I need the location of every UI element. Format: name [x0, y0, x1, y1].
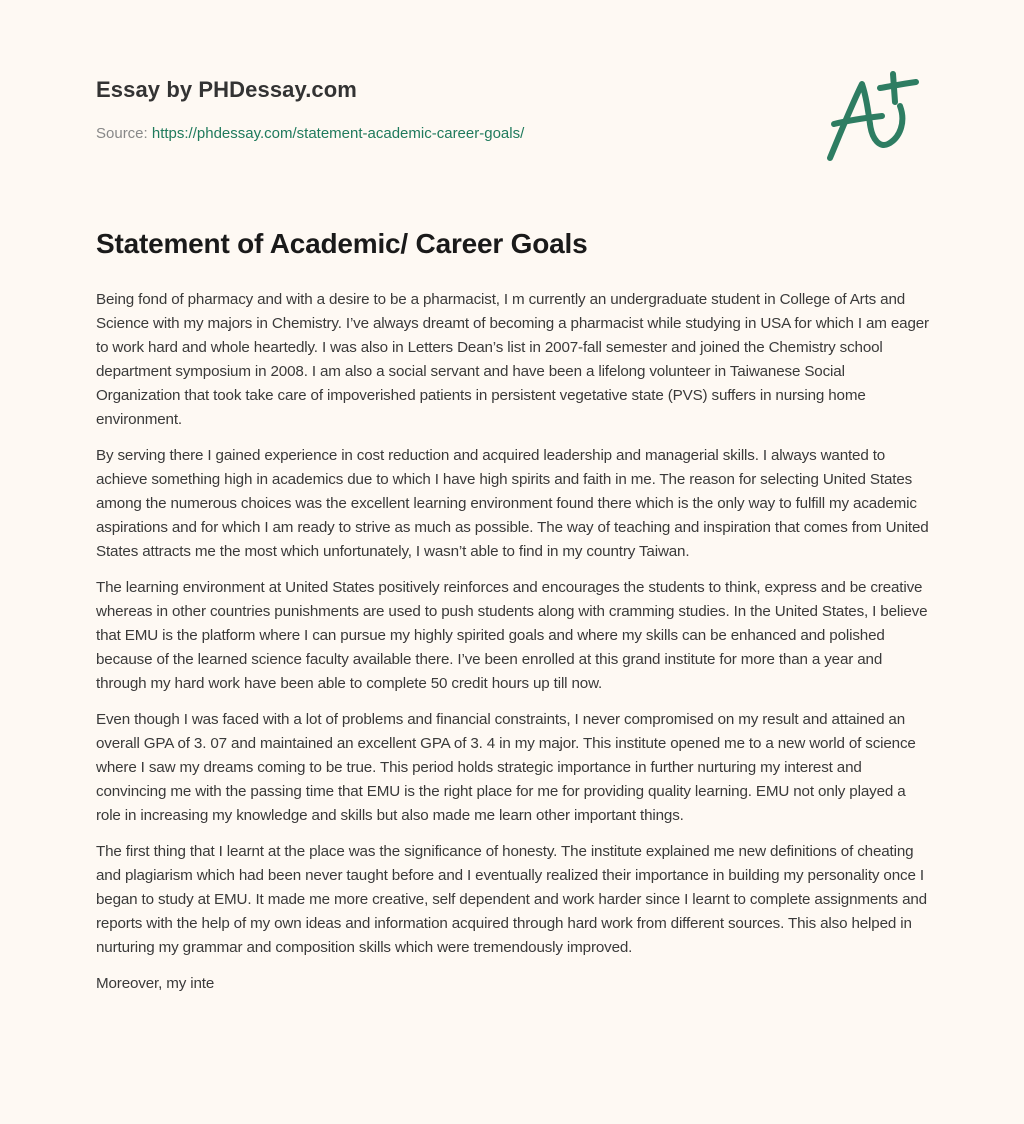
essay-article: [96, 226, 932, 1008]
source-line: [96, 124, 816, 144]
site-title: Essay by PHDessay.com: [96, 77, 357, 102]
essay-paragraph: Being fond of pharmacy and with a desire to be a pharmacist, I m currently an undergraduate student in College of Arts and Science with my majors in Chemistry. I’ve always dreamt of becoming a pharmacist while studying in USA for which I am eager to work hard and whole heartedly. I was also in Letters Dean’s list in 2007-fall semester and joined the Chemistry school department symposium in 2008. I am also a social servant and have been a lifelong volunteer in Taiwanese Social Organization that took take care of impoverished patients in persistent vegetative state (PVS) suffers in nursing home environment.: [96, 291, 929, 428]
essay-paragraph-truncated: Moreover, my inte: [96, 975, 215, 992]
essay-title: Statement of Academic/ Career Goals: [96, 228, 588, 259]
source-link[interactable]: https://phdessay.com/statement-academic-career-goals/: [151, 125, 525, 142]
essay-paragraph: The learning environment at United States positively reinforces and encourages the students to think, express and be creative whereas in other countries punishments are used to push students along with cramming studies. In the United States, I believe that EMU is the platform where I can pursue my highly spirited goals and where my skills can be enhanced and polished because of the learned science faculty available there. I’ve been enrolled at this grand institute for more than a year and through my hard work have been able to complete 50 credit hours up till now.: [96, 579, 928, 692]
source-label: Source:: [96, 125, 148, 142]
essay-paragraph: Even though I was faced with a lot of problems and financial constraints, I never compromised on my result and attained an overall GPA of 3. 07 and maintained an excellent GPA of 3. 4 in my major. This institute opened me to a new world of science where I saw my dreams coming to be true. This period holds strategic importance in further nurturing my interest and convincing me with the passing time that EMU is the right place for me for providing quality learning. EMU not only played a role in increasing my knowledge and skills but also made me learn other important things.: [96, 711, 916, 824]
essay-paragraph: By serving there I gained experience in cost reduction and acquired leadership and managerial skills. I always wanted to achieve something high in academics due to which I have high spirits and faith in me. The reason for selecting United States among the numerous choices was the excellent learning environment found there which is the only way to fulfill my academic aspirations and for which I am ready to strive as much as possible. The way of teaching and inspiration that comes from United States attracts me the most which unfortunately, I wasn’t able to find in my country Taiwan.: [96, 447, 929, 560]
a-plus-grade-icon: [822, 66, 932, 166]
page-header: [96, 76, 816, 144]
essay-paragraph: The first thing that I learnt at the place was the significance of honesty. The institute explained me new definitions of cheating and plagiarism which had been never taught before and I eventually realized their importance in building my personality once I began to study at EMU. It made me more creative, self dependent and work harder since I learnt to complete assignments and reports with the help of my own ideas and information acquired through hard work from different sources. This also helped in nurturing my grammar and composition skills which were tremendously improved.: [96, 843, 927, 956]
